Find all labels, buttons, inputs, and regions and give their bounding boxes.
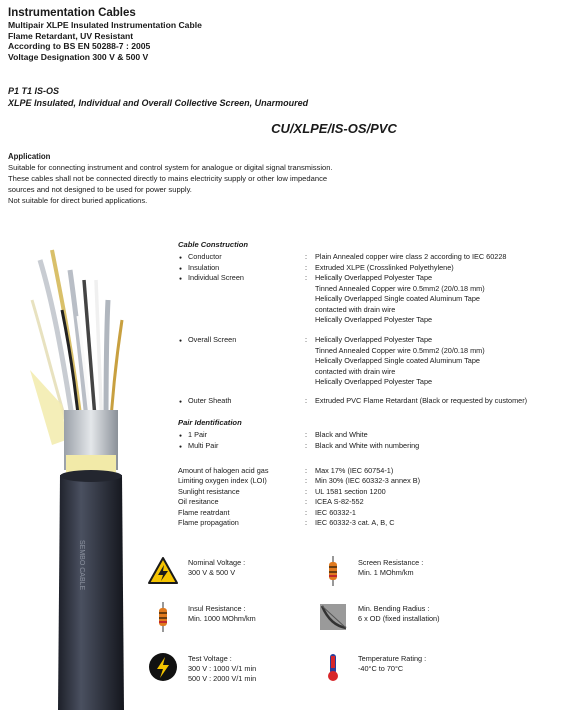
property-row xyxy=(178,466,568,476)
screen-resistance-card xyxy=(318,556,508,592)
property-label: Limiting oxygen index (LOI) xyxy=(178,476,267,486)
document-title: Instrumentation Cables xyxy=(8,7,136,19)
colon: : xyxy=(305,396,308,405)
construction-value: contacted with drain wire xyxy=(315,366,396,376)
document-header xyxy=(8,7,202,62)
colon: : xyxy=(305,517,308,527)
construction-value: Helically Overlapped Single coated Aluminum Tape xyxy=(315,294,480,303)
construction-label: ● Outer Sheath xyxy=(178,396,231,406)
property-row xyxy=(178,487,568,497)
insulation-resistor-icon xyxy=(148,602,178,632)
property-row xyxy=(178,476,568,486)
property-label: Sunlight resistance xyxy=(178,486,240,496)
test-voltage-icon xyxy=(148,652,178,682)
bending-radius-card xyxy=(318,602,508,638)
cable-illustration xyxy=(22,240,147,710)
pair-label: ● Multi Pair xyxy=(178,441,218,451)
colon: : xyxy=(305,430,308,439)
property-value: Min 30% (IEC 60332-3 annex B) xyxy=(315,476,421,486)
rating-label: Temperature Rating : xyxy=(358,654,427,663)
thermometer-icon xyxy=(318,652,348,682)
bending-radius-icon xyxy=(318,602,348,632)
screen-resistor-icon xyxy=(318,556,348,586)
construction-value: Helically Overlapped Polyester Tape xyxy=(315,335,433,344)
cable-formula: CU/XLPE/IS-OS/PVC xyxy=(271,121,397,136)
construction-label: ● Individual Screen xyxy=(178,273,244,283)
property-value: Max 17% (IEC 60754-1) xyxy=(315,466,394,475)
property-value: UL 1581 section 1200 xyxy=(315,486,386,496)
property-value: IEC 60332-3 cat. A, B, C xyxy=(315,517,395,527)
outer-sheath xyxy=(58,475,124,710)
application-section xyxy=(8,152,428,206)
construction-value: Helically Overlapped Polyester Tape xyxy=(315,273,433,282)
header-line: Voltage Designation 300 V & 500 V xyxy=(8,51,149,62)
sheath-print: SEMBO CABLE xyxy=(78,540,85,591)
construction-value: Extruded PVC Flame Retardant (Black or requested by customer) xyxy=(315,396,528,405)
pair-identification xyxy=(178,418,568,454)
property-value: ICEA S-82-552 xyxy=(315,497,364,507)
pair-label: ● 1 Pair xyxy=(178,430,207,440)
rating-label: Nominal Voltage : xyxy=(188,558,246,567)
colon: : xyxy=(305,476,308,486)
header-line: Flame Retardant, UV Resistant xyxy=(8,30,134,41)
rating-value: 300 V & 500 V xyxy=(188,568,236,577)
property-label: Flame reatrdant xyxy=(178,507,230,517)
construction-value: Plain Annealed copper wire class 2 according to IEC 60228 xyxy=(315,252,507,261)
colon: : xyxy=(305,252,308,261)
type-description: XLPE Insulated, Individual and Overall Collective Screen, Unarmoured xyxy=(8,98,309,108)
rating-value: 6 x OD (fixed installation) xyxy=(358,614,440,623)
application-line: These cables shall not be connected directly to mains electricity supply or other low impedance xyxy=(8,174,328,183)
colon: : xyxy=(305,440,308,450)
rating-value: 500 V : 2000 V/1 min xyxy=(188,674,257,683)
construction-label: ● Insulation xyxy=(178,263,219,273)
construction-value: Helically Overlapped Polyester Tape xyxy=(315,315,433,324)
construction-label: ● Overall Screen xyxy=(178,335,236,345)
property-row xyxy=(178,518,568,528)
construction-label: ● Conductor xyxy=(178,252,222,262)
colon: : xyxy=(305,262,308,272)
colon: : xyxy=(305,466,308,475)
test-voltage-card xyxy=(148,652,338,698)
application-line: Suitable for connecting instrument and control system for analogue or digital signal transmission. xyxy=(8,163,333,172)
property-row xyxy=(178,497,568,507)
application-line: Not suitable for direct buried applications. xyxy=(8,196,148,205)
colon: : xyxy=(305,507,308,517)
construction-value: Extruded XLPE (Crosslinked Polyethylene) xyxy=(315,262,454,272)
property-value: IEC 60332-1 xyxy=(315,507,356,517)
rating-label: Test Voltage : xyxy=(188,654,232,663)
voltage-warning-icon xyxy=(148,556,178,586)
type-code: P1 T1 IS-OS xyxy=(8,86,60,96)
temperature-rating-card xyxy=(318,652,508,688)
construction-value: Tinned Annealed Copper wire 0.5mm2 (20/0.18 mm) xyxy=(315,345,485,355)
rating-value: 300 V : 1000 V/1 min xyxy=(188,664,257,673)
construction-value: Helically Overlapped Single coated Aluminum Tape xyxy=(315,356,480,365)
rating-label: Min. Bending Radius : xyxy=(358,604,430,613)
colon: : xyxy=(305,335,308,344)
rating-value: Min. 1 MOhm/km xyxy=(358,568,414,577)
property-row xyxy=(178,508,568,518)
property-label: Flame propagation xyxy=(178,517,239,527)
application-line: sources and not designed to be used for power supply. xyxy=(8,185,192,194)
construction-title: Cable Construction xyxy=(178,240,249,249)
rating-label: Insul Resistance : xyxy=(188,604,246,613)
colon: : xyxy=(305,497,308,507)
polyester-tape xyxy=(30,370,66,445)
colon: : xyxy=(305,273,308,282)
construction-value: Tinned Annealed Copper wire 0.5mm2 (20/0.18 mm) xyxy=(315,283,485,293)
pair-identification-title: Pair Identification xyxy=(178,418,242,427)
properties-table xyxy=(178,466,568,528)
header-line: Multipair XLPE Insulated Instrumentation Cable xyxy=(8,20,202,30)
nominal-voltage-card xyxy=(148,556,338,592)
rating-value: -40°C to 70°C xyxy=(358,664,404,673)
rating-value: Min. 1000 MOhm/km xyxy=(188,614,256,623)
header-line: According to BS EN 50288-7 : 2005 xyxy=(8,41,151,52)
cable-construction xyxy=(178,240,568,410)
construction-value: contacted with drain wire xyxy=(315,304,396,314)
construction-value: Helically Overlapped Polyester Tape xyxy=(315,377,433,386)
rating-label: Screen Resistance : xyxy=(358,558,424,567)
colon: : xyxy=(305,486,308,496)
cable-type xyxy=(8,85,308,109)
pair-value: Black and White xyxy=(315,430,368,439)
property-label: Oil resitance xyxy=(178,497,219,507)
insulation-resistance-card xyxy=(148,602,338,638)
property-label: Amount of halogen acid gas xyxy=(178,466,269,475)
pair-value: Black and White with numbering xyxy=(315,440,420,450)
application-title: Application xyxy=(8,152,51,161)
